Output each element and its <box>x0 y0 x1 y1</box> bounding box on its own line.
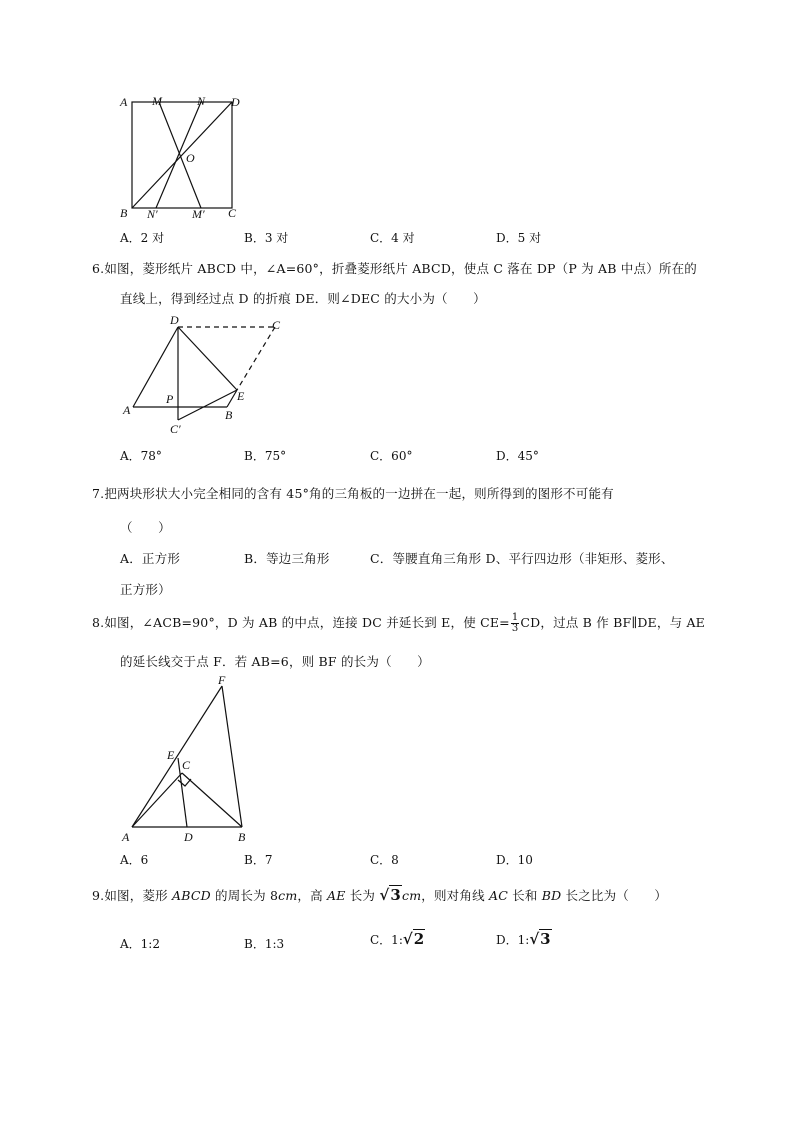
q7-text-line2: （ ） <box>120 520 171 535</box>
label-c: C <box>182 758 191 772</box>
label-d: D <box>170 313 179 327</box>
q8-option-b[interactable]: B．7 <box>244 853 273 867</box>
figure-q5-svg <box>112 88 252 224</box>
q5-option-c[interactable]: C．4 对 <box>370 231 415 245</box>
q9-text-part1: 9.如图，菱形 <box>92 888 172 903</box>
q9-radical-3 <box>379 885 402 904</box>
label-a: A <box>123 403 131 417</box>
fraction-denominator: 3 <box>511 623 519 634</box>
label-f: F <box>218 673 226 687</box>
q7-option-d-cont: 正方形） <box>120 582 171 597</box>
q8-option-a[interactable]: A．6 <box>120 853 149 867</box>
label-d: D <box>184 830 193 844</box>
label-e: E <box>167 748 175 762</box>
radical-value: 2 <box>413 930 425 948</box>
q5-option-b[interactable]: B．3 对 <box>244 231 289 245</box>
q5-option-d[interactable]: D．5 对 <box>496 231 542 245</box>
q9-text-part3: ，高 <box>297 888 327 903</box>
label-e: E <box>237 389 245 403</box>
q6-text-line2: 直线上，得到经过点 D 的折痕 DE．则∠DEC 的大小为（ ） <box>120 291 486 306</box>
label-d: D <box>231 95 240 109</box>
q9-text-part5: ，则对角线 <box>421 888 489 903</box>
q5-option-a[interactable]: A．2 对 <box>120 231 165 245</box>
label-n: N <box>197 94 206 108</box>
fraction-one-third <box>511 613 520 634</box>
q9-option-d-radical <box>529 929 551 948</box>
q9-var-ac: AC <box>488 888 508 903</box>
q7-text-line1: 7.把两块形状大小完全相同的含有 45°角的三角板的一边拼在一起，则所得到的图形不可能有 <box>92 486 614 501</box>
line-fb <box>222 686 242 827</box>
radical-symbol: √ <box>402 930 413 948</box>
q7-option-c[interactable]: C．等腰直角三角形 D、平行四边形（非矩形、菱形、 <box>370 551 674 566</box>
q6-text-line1: 6.如图，菱形纸片 ABCD 中，∠A=60°，折叠菱形纸片 ABCD，使点 C 落在 DP（P 为 AB 中点）所在的 <box>92 261 698 276</box>
radical-symbol: √ <box>379 886 390 904</box>
label-m: M <box>152 94 162 108</box>
q7-option-a[interactable]: A．正方形 <box>120 551 181 566</box>
q8-option-d[interactable]: D．10 <box>496 853 533 867</box>
label-c: C <box>272 318 281 332</box>
q9-option-a[interactable]: A．1:2 <box>120 937 160 951</box>
figure-q8-svg <box>112 672 262 848</box>
q9-unit-cm1: cm <box>278 888 298 903</box>
fraction-numerator: 1 <box>511 612 519 623</box>
q8-option-c[interactable]: C．8 <box>370 853 399 867</box>
q9-var-ae: AE <box>327 888 346 903</box>
q9-option-c-label: C．1: <box>370 933 403 947</box>
q9-option-c[interactable] <box>370 930 425 948</box>
line-cb <box>182 773 242 827</box>
label-a: A <box>120 95 128 109</box>
label-m-prime: M′ <box>192 207 205 221</box>
q6-option-b[interactable]: B．75° <box>244 449 287 463</box>
q9-var-bd: BD <box>541 888 562 903</box>
q9-var-abcd: ABCD <box>172 888 211 903</box>
q9-unit-cm2: cm <box>402 888 422 903</box>
radical-value: 3 <box>390 886 402 904</box>
line-ac <box>132 773 182 827</box>
dashed-ce <box>237 327 275 390</box>
line-af <box>132 686 222 827</box>
label-n-prime: N′ <box>147 207 158 221</box>
diagonal-bd <box>132 102 232 208</box>
crease-de <box>178 327 237 390</box>
q6-option-d[interactable]: D．45° <box>496 449 539 463</box>
q9-text-part2: 的周长为 8 <box>210 888 279 903</box>
q8-text-line1 <box>92 613 705 634</box>
q8-text-pre: 8.如图，∠ACB=90°，D 为 AB 的中点，连接 DC 并延长到 E，使 CE= <box>92 615 510 630</box>
q7-option-b[interactable]: B．等边三角形 <box>244 551 330 566</box>
q6-option-c[interactable]: C．60° <box>370 449 413 463</box>
label-p: P <box>166 392 174 406</box>
q9-text <box>92 886 667 904</box>
q6-option-a[interactable]: A．78° <box>120 449 162 463</box>
q9-option-d[interactable] <box>496 930 552 948</box>
q9-text-part7: 长之比为（ ） <box>561 888 668 903</box>
figure-q8 <box>112 672 262 848</box>
q9-text-part6: 长和 <box>507 888 542 903</box>
q9-option-b[interactable]: B．1:3 <box>244 937 285 951</box>
label-c-prime: C′ <box>170 422 181 436</box>
label-a: A <box>122 830 130 844</box>
label-c: C <box>228 206 237 220</box>
q9-option-c-radical <box>403 929 425 948</box>
label-b: B <box>238 830 246 844</box>
figure-q5 <box>112 88 252 224</box>
radical-value: 3 <box>540 930 551 948</box>
label-b: B <box>120 206 128 220</box>
q8-text-post: CD，过点 B 作 BF∥DE，与 AE <box>520 615 706 630</box>
figure-q6-svg <box>115 310 295 440</box>
q9-option-d-label: D．1: <box>496 933 530 947</box>
q9-text-part4: 长为 <box>345 888 380 903</box>
q8-text-line2: 的延长线交于点 F．若 AB=6，则 BF 的长为（ ） <box>120 654 430 669</box>
label-o: O <box>186 151 195 165</box>
figure-q6 <box>115 310 295 440</box>
label-b: B <box>225 408 233 422</box>
radical-symbol: √ <box>529 930 540 948</box>
